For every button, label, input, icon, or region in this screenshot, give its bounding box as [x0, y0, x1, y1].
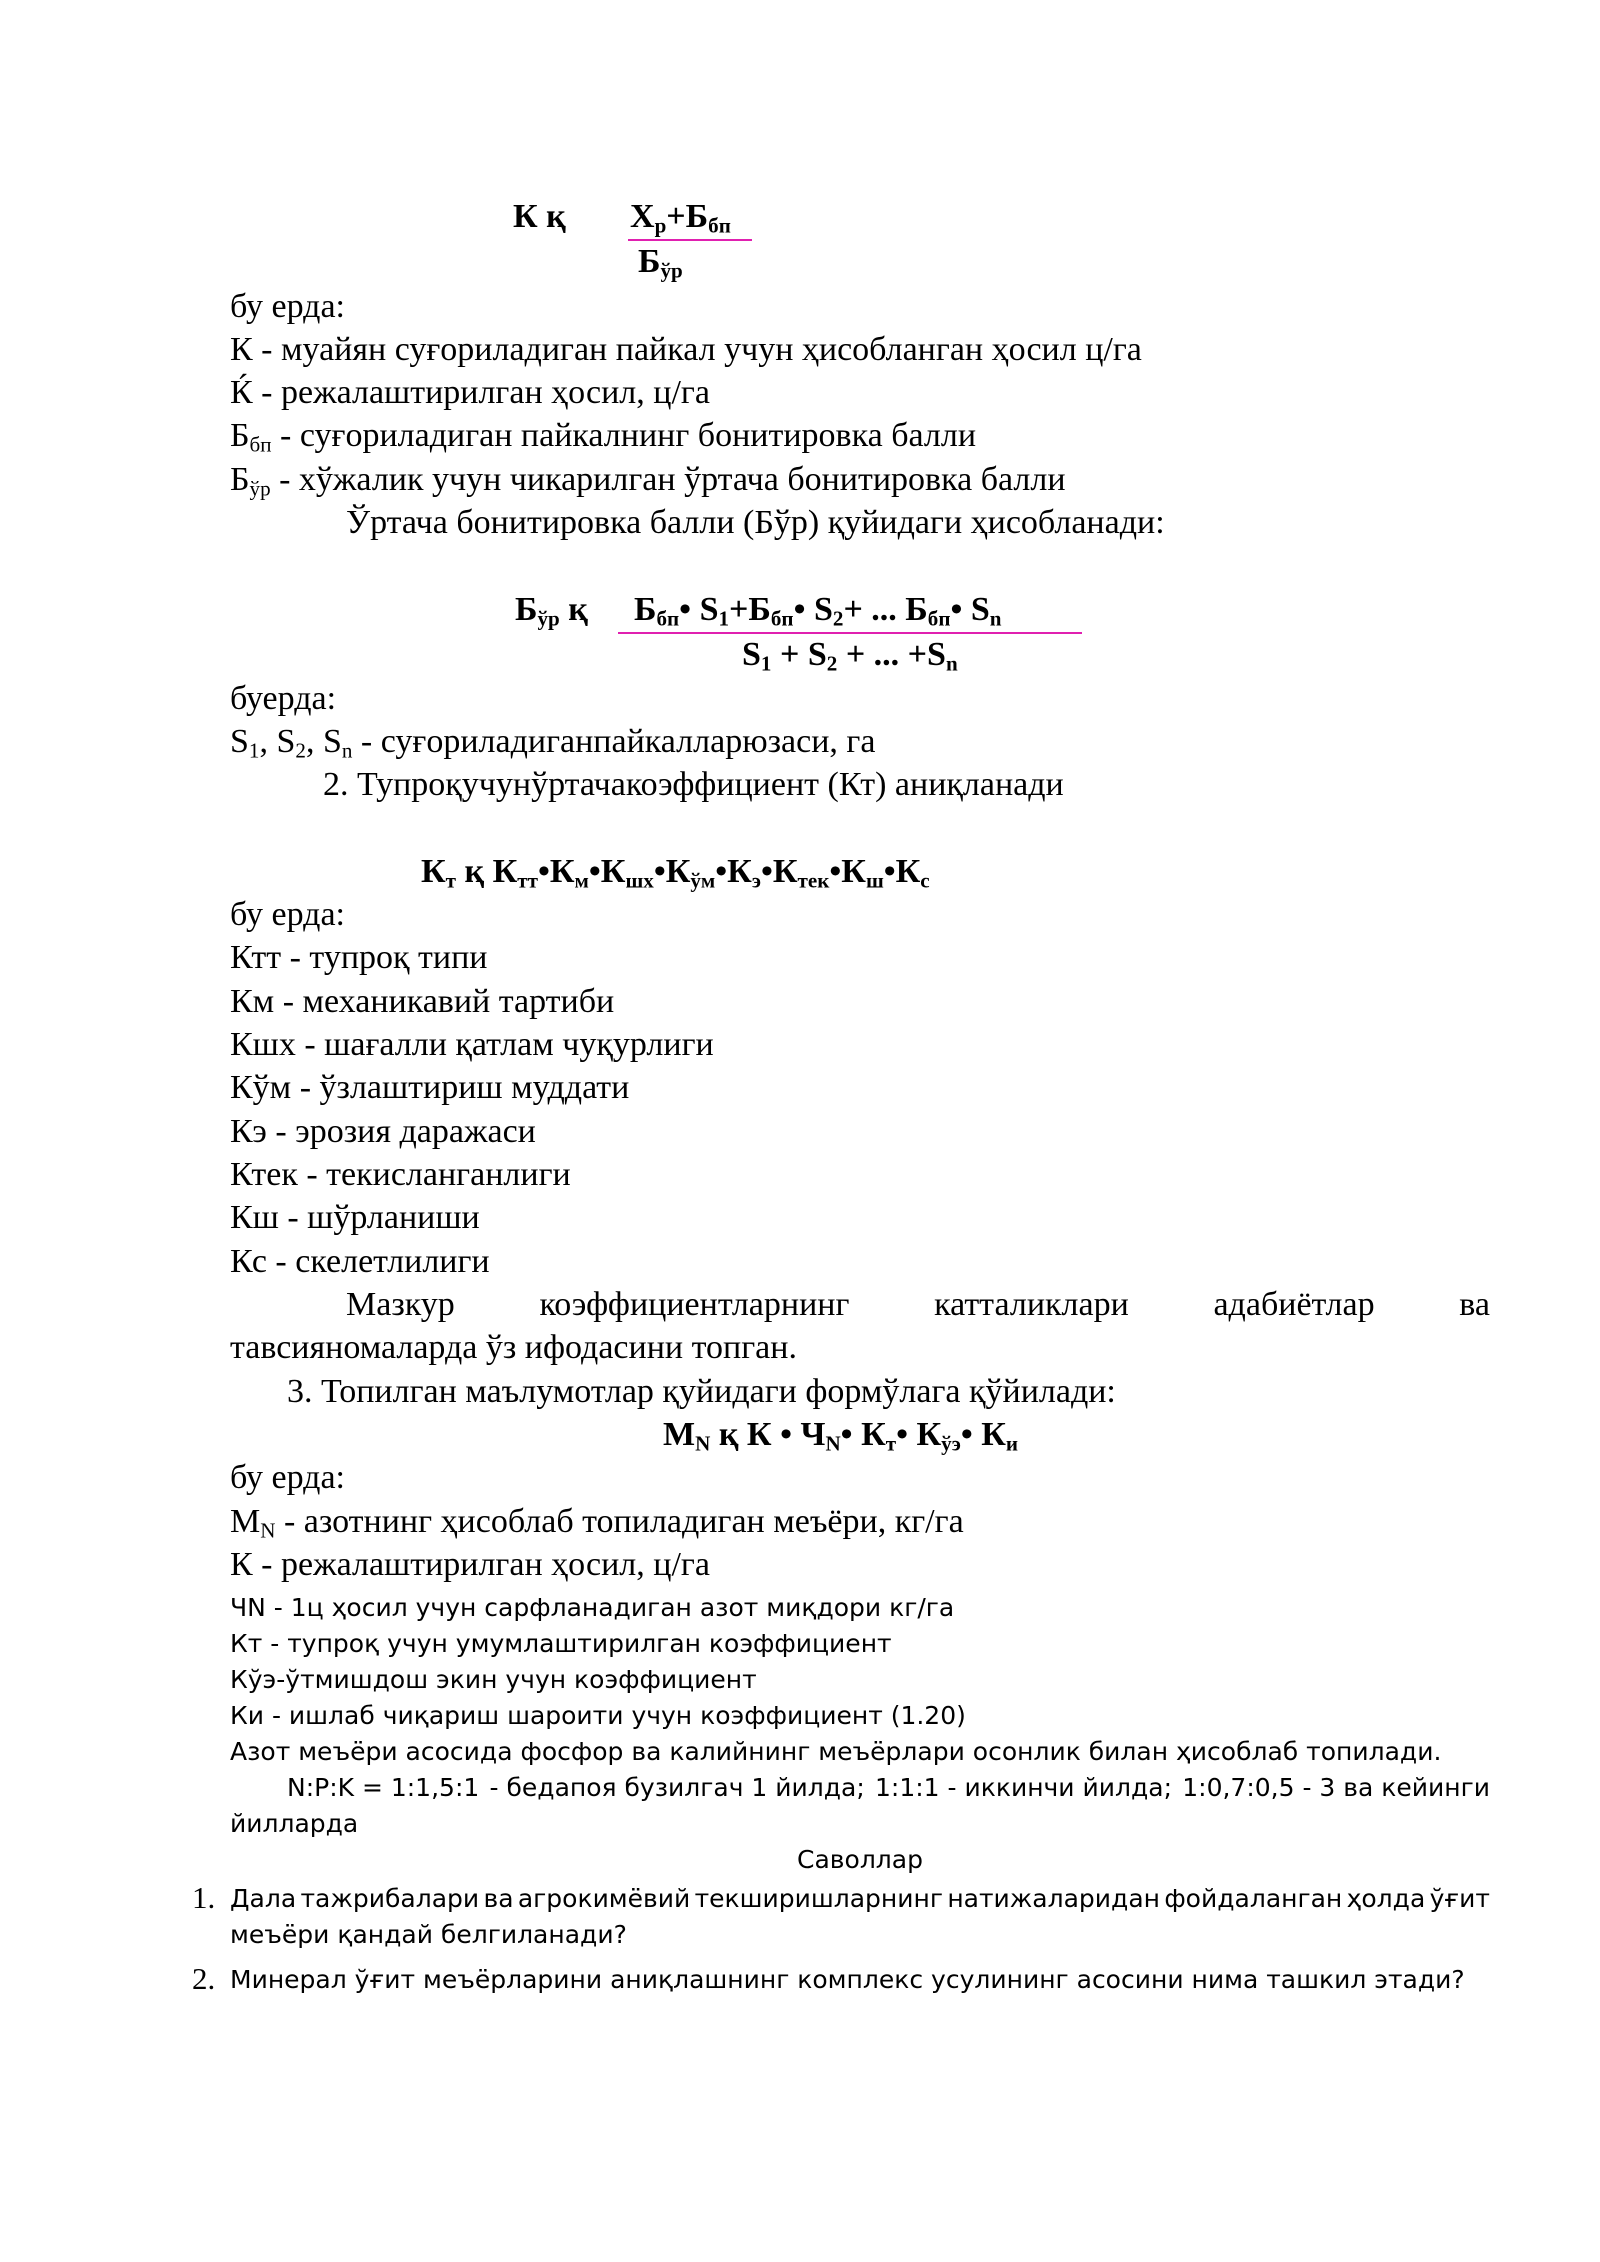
def3-line: Кэ - эрозия даражаси	[230, 1113, 536, 1150]
def1-bur: $Б_{ўр}$ - хўжалик учун чикарилган ўртача бонитировка балли	[230, 461, 1066, 501]
def3-line: Кш - шўрланиши	[230, 1199, 480, 1236]
question-1-line-2: меъёри қандай белгиланади?	[230, 1920, 627, 1949]
formula-1-fraction-line	[628, 239, 752, 241]
question-2-number: 2.	[192, 1961, 216, 1996]
def2-item-2: 2. Тупроқучунўртачакоэффициент (Кт) аниқланади	[323, 766, 1064, 803]
def3-paragraph-line-1: Мазкур коэффициентларнинг катталиклари адабиётлар ва	[346, 1286, 1490, 1323]
def3-line: Кс - скелетлилиги	[230, 1243, 490, 1280]
def3-line: Ктек - текисланганлиги	[230, 1156, 571, 1193]
def4-mn: $М_N$ - азотнинг ҳисоблаб топиладиган меъёри, кг/га	[230, 1503, 964, 1543]
def2-s: $S_1$, $S_2$, $S_n$ - суғориладиганпайкалларюзаси, га	[230, 723, 876, 763]
question-1-number: 1.	[192, 1880, 216, 1915]
question-2-text: Минерал ўғит меъёрларини аниқлашнинг комплекс усулининг асосини нима ташкил этади?	[230, 1965, 1465, 1994]
def3-paragraph-line-2: тавсияномаларда ўз ифодасини топган.	[230, 1329, 797, 1366]
formula-2-lhs: $Б_{ўр}$ қ	[515, 591, 588, 631]
formula-2-denominator: $S_1 + S_2$ + ... $+S_n$	[742, 636, 958, 676]
def4-small-line: Кўэ-ўтмишдош экин учун коэффициент	[230, 1665, 757, 1694]
formula-1	[0, 0, 1600, 290]
def1-intro: бу ерда:	[230, 288, 345, 325]
def4-small-line: Кт - тупроқ учун умумлаштирилган коэффициент	[230, 1629, 892, 1658]
def3-line: Кшх - шағалли қатлам чуқурлиги	[230, 1026, 714, 1063]
def4-intro: бу ерда:	[230, 1459, 345, 1496]
def3-item-3: 3. Топилган маълумотлар қуйидаги формўлага қўйилади:	[287, 1373, 1116, 1410]
def4-small-line: ЧN - 1ц ҳосил учун сарфланадиган азот миқдори кг/га	[230, 1593, 955, 1622]
formula-3: $К_т$ қ $К_{тт}•К_м•К_{шх}•К_{ўм}•К_э•К_{тек}•К_ш•К_с$	[421, 853, 930, 893]
def2-intro: буерда:	[230, 680, 337, 717]
formula-2-fraction-line	[618, 632, 1082, 634]
def1-bbp: $Б_{бп}$ - суғориладиган пайкалнинг бонитировка балли	[230, 417, 977, 457]
formula-1-numerator: $Х_р+Б_{бп}$	[630, 198, 731, 238]
def1-k: К - муайян суғориладиган пайкал учун ҳисобланган ҳосил ц/га	[230, 331, 1142, 368]
def3-intro: бу ерда:	[230, 896, 345, 933]
def4-small-line: Азот меъёри асосида фосфор ва калийнинг меъёрлари осонлик билан ҳисоблаб топилади.	[230, 1737, 1442, 1766]
npk-ratio-line: N:P:K = 1:1,5:1 - бедапоя бузилгач 1 йилда; 1:1:1 - иккинчи йилда; 1:0,7:0,5 - 3 ва кейинги	[287, 1773, 1490, 1802]
formula-1-lhs: К қ	[513, 198, 566, 235]
npk-ratio-line-2: йилларда	[230, 1809, 359, 1838]
formula-4: $М_N$ қ К • $Ч_N•$ $К_т•$ $К_{ўэ}•$ $К_и$	[663, 1416, 1019, 1456]
def4-k: К - режалаштирилган ҳосил, ц/га	[230, 1546, 710, 1583]
def1-avg: Ўртача бонитировка балли (Бўр) қуйидаги ҳисобланади:	[346, 504, 1165, 541]
def3-line: Км - механикавий тартиби	[230, 983, 615, 1020]
formula-2-numerator: $Б_{бп}•$ $S_1+Б_{бп}•$ $S_2+$ ... $Б_{бп}•$ $S_n$	[634, 591, 1002, 631]
def3-line: Кўм - ўзлаштириш муддати	[230, 1069, 630, 1106]
question-1-line-1: Дала тажрибалари ва агрокимёвий текширишларнинг натижаларидан фойдаланган ҳолда ўғит	[230, 1884, 1490, 1913]
questions-title: Саволлар	[797, 1845, 923, 1874]
def4-small-line: Ки - ишлаб чиқариш шароити учун коэффициент (1.20)	[230, 1701, 966, 1730]
def3-line: Ктт - тупроқ типи	[230, 939, 488, 976]
formula-1-denominator: $Б_{ўр}$	[638, 243, 683, 283]
def1-k2: Ќ - режалаштирилган ҳосил, ц/га	[230, 374, 710, 411]
